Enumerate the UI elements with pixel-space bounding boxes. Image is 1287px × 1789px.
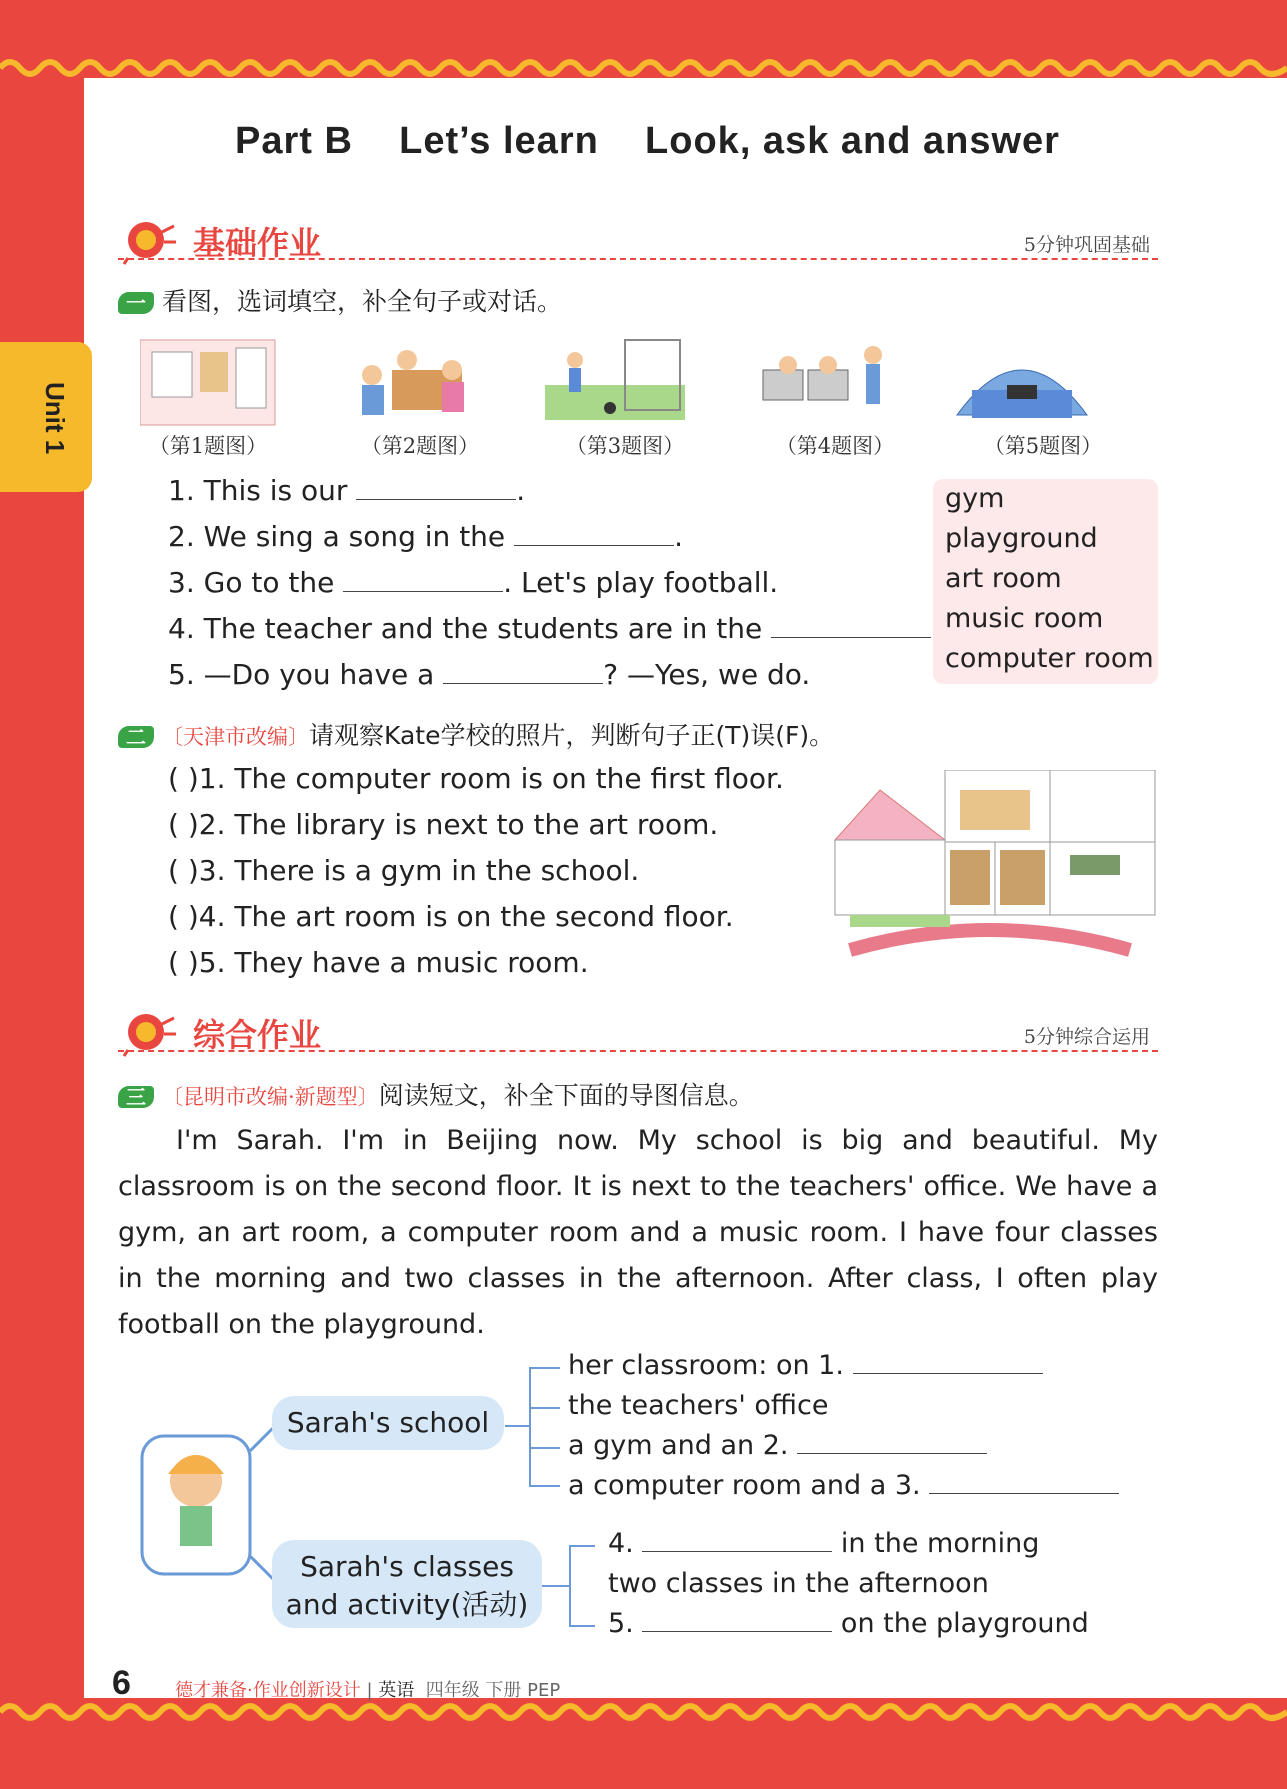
q1-number-badge: 一 (118, 292, 154, 314)
classes-bubble (272, 1540, 542, 1628)
classes-bubble-line2: and activity(活动) (285, 1588, 529, 1621)
caption-5: （第5题图） (983, 434, 1103, 458)
map-item: 5. on the playground (608, 1608, 1089, 1639)
q3-number-badge: 三 (118, 1086, 154, 1108)
answer-blank[interactable] (797, 1431, 987, 1454)
section-comprehensive-header (118, 1006, 1158, 1066)
art-room-picture (140, 330, 280, 430)
q2-source: 〔天津市改编〕 (162, 725, 309, 749)
word-bank (933, 479, 1158, 684)
word-option: music room (945, 603, 1104, 634)
footer-grade: 四年级 下册 PEP (425, 1680, 561, 1701)
answer-blank[interactable] (443, 661, 603, 684)
unit-tab (0, 342, 92, 492)
tf-item[interactable]: ( )3. There is a gym in the school. (168, 854, 640, 887)
q3-instruction: 阅读短文，补全下面的导图信息。 (378, 1081, 754, 1110)
answer-blank[interactable] (642, 1609, 832, 1632)
q2-number-badge: 二 (118, 726, 154, 748)
answer-blank[interactable] (642, 1529, 832, 1552)
map-item: 4. in the morning (608, 1528, 1040, 1559)
section-basic-header (118, 214, 1158, 274)
map-item: her classroom: on 1. (568, 1350, 1043, 1381)
caption-3: （第3题图） (565, 434, 685, 458)
computer-room-picture (758, 330, 898, 430)
map-item: two classes in the afternoon (608, 1568, 989, 1599)
word-option: art room (945, 563, 1062, 594)
tf-item[interactable]: ( )2. The library is next to the art room. (168, 808, 719, 841)
page-number: 6 (112, 1664, 131, 1702)
answer-blank[interactable] (343, 569, 503, 592)
footer-series-name: 德才兼备·作业创新设计 (175, 1680, 361, 1701)
school-bubble: Sarah's school (272, 1396, 504, 1450)
top-border (0, 56, 1287, 80)
tf-item[interactable]: ( )1. The computer room is on the first floor. (168, 762, 784, 795)
q1-instruction: 看图，选词填空，补全句子或对话。 (162, 287, 563, 316)
answer-blank[interactable] (929, 1471, 1119, 1494)
q2-instruction: 请观察Kate学校的照片，判断句子正(T)误(F)。 (309, 721, 835, 750)
caption-2: （第2题图） (360, 434, 480, 458)
answer-blank[interactable] (356, 477, 516, 500)
reading-passage: I'm Sarah. I'm in Beijing now. My school is big and beautiful. My classroom is on the second floor. It is next to the teachers' office. We have a gym, an art room, a computer room and a music room. I have four classes in the morning and two classes in the afternoon. After class, I often play football on the playground. (118, 1125, 1158, 1340)
answer-blank[interactable] (853, 1351, 1043, 1374)
word-option: gym (945, 483, 1005, 514)
school-building-picture (830, 770, 1160, 960)
q1-sentence: 1. This is our . (168, 474, 526, 507)
tf-item[interactable]: ( )4. The art room is on the second floor. (168, 900, 734, 933)
q2-heading (118, 716, 834, 752)
page-title: Part B Let’s learn Look, ask and answer (235, 120, 1060, 162)
q1-heading (118, 282, 562, 318)
section-basic-note: 5分钟巩固基础 (1023, 234, 1150, 256)
playground-picture (545, 330, 685, 430)
q1-sentence: 2. We sing a song in the . (168, 520, 683, 553)
footer-subject: 英语 (378, 1680, 415, 1701)
section-comprehensive-note: 5分钟综合运用 (1023, 1026, 1150, 1048)
answer-blank[interactable] (514, 523, 674, 546)
map-item: a computer room and a 3. (568, 1470, 1119, 1501)
q1-sentence: 4. The teacher and the students are in the (168, 612, 940, 645)
caption-1: （第1题图） (148, 434, 268, 458)
word-option: playground (945, 523, 1098, 554)
answer-blank[interactable] (771, 615, 931, 638)
q1-sentence: 3. Go to the . Let's play football. (168, 566, 779, 599)
tf-item[interactable]: ( )5. They have a music room. (168, 946, 589, 979)
footer-series: 德才兼备·作业创新设计 | 英语 四年级 下册 PEP (175, 1680, 561, 1701)
bottom-border (0, 1700, 1287, 1724)
word-option: computer room (945, 643, 1154, 674)
caption-4: （第4题图） (775, 434, 895, 458)
q3-heading (118, 1076, 754, 1112)
map-item: a gym and an 2. (568, 1430, 987, 1461)
unit-tab-label: Unit 1 (40, 382, 70, 455)
gym-picture (952, 330, 1092, 430)
map-item: the teachers' office (568, 1390, 829, 1421)
q1-sentence: 5. —Do you have a ? —Yes, we do. (168, 658, 811, 691)
section-comprehensive-label: 综合作业 (193, 1016, 322, 1054)
music-room-picture (352, 330, 492, 430)
q3-source: 〔昆明市改编·新题型〕 (162, 1085, 379, 1109)
section-basic-label: 基础作业 (193, 224, 322, 262)
classes-bubble-line1: Sarah's classes (300, 1550, 514, 1583)
